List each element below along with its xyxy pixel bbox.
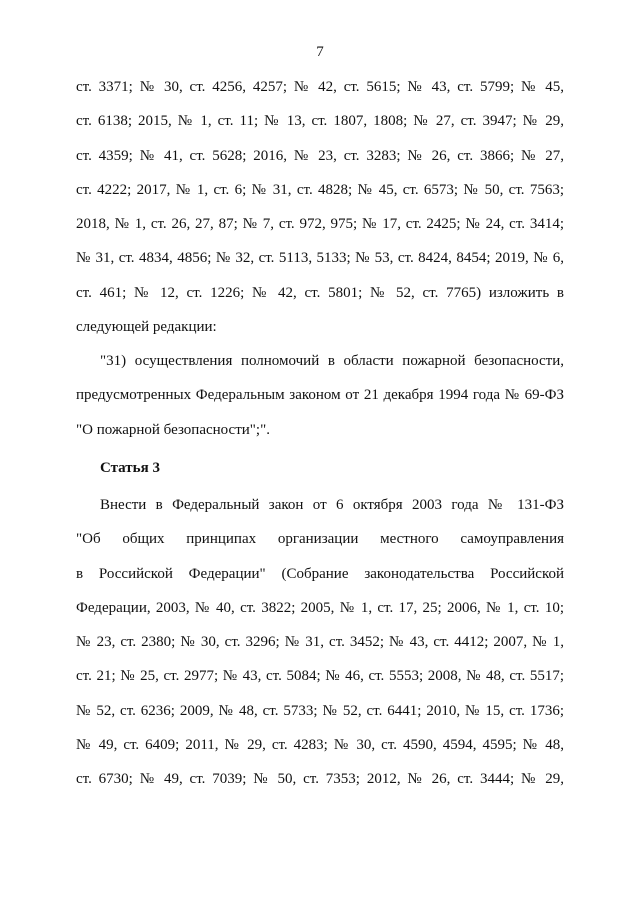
text-line: "О пожарной безопасности";". <box>76 421 270 438</box>
text-line: ст. 21; № 25, ст. 2977; № 43, ст. 5084; № 46, ст. 5553; 2008, № 48, ст. 5517; <box>76 668 564 685</box>
text-line: в Российской Федерации" (Собрание законодательства Российской <box>76 565 564 582</box>
text-line: ст. 4222; 2017, № 1, ст. 6; № 31, ст. 4828; № 45, ст. 6573; № 50, ст. 7563; <box>76 181 564 198</box>
amendment-paragraph <box>76 488 564 797</box>
text-line: "Об общих принципах организации местного самоуправления <box>76 531 564 548</box>
text-line: ст. 3371; № 30, ст. 4256, 4257; № 42, ст. 5615; № 43, ст. 5799; № 45, <box>76 79 564 95</box>
text-line: предусмотренных Федеральным законом от 21 декабря 1994 года № 69-ФЗ <box>76 387 564 404</box>
article-heading: Статья 3 <box>100 460 160 476</box>
text-line: № 31, ст. 4834, 4856; № 32, ст. 5113, 5133; № 53, ст. 8424, 8454; 2019, № 6, <box>76 250 564 267</box>
article-heading-block <box>76 451 564 485</box>
text-line: № 52, ст. 6236; 2009, № 48, ст. 5733; № 52, ст. 6441; 2010, № 15, ст. 1736; <box>76 702 564 719</box>
text-line: ст. 4359; № 41, ст. 5628; 2016, № 23, ст. 3283; № 26, ст. 3866; № 27, <box>76 147 564 164</box>
citation-paragraph <box>76 70 564 344</box>
text-line: ст. 461; № 12, ст. 1226; № 42, ст. 5801; № 52, ст. 7765) изложить в <box>76 284 564 301</box>
text-line: Федерации, 2003, № 40, ст. 3822; 2005, № 1, ст. 17, 25; 2006, № 1, ст. 10; <box>76 599 564 616</box>
text-line: Внести в Федеральный закон от 6 октября 2003 года № 131-ФЗ <box>100 497 564 513</box>
page-number: 7 <box>316 44 324 60</box>
text-line: ст. 6730; № 49, ст. 7039; № 50, ст. 7353; 2012, № 26, ст. 3444; № 29, <box>76 771 564 788</box>
text-line: следующей редакции: <box>76 319 217 336</box>
text-line: № 49, ст. 6409; 2011, № 29, ст. 4283; № 30, ст. 4590, 4594, 4595; № 48, <box>76 737 564 754</box>
quoted-wording-paragraph <box>76 344 564 447</box>
text-line: "31) осуществления полномочий в области пожарной безопасности, <box>100 353 564 369</box>
text-line: 2018, № 1, ст. 26, 27, 87; № 7, ст. 972, 975; № 17, ст. 2425; № 24, ст. 3414; <box>76 216 564 233</box>
text-line: № 23, ст. 2380; № 30, ст. 3296; № 31, ст. 3452; № 43, ст. 4412; 2007, № 1, <box>76 634 564 651</box>
text-line: ст. 6138; 2015, № 1, ст. 11; № 13, ст. 1807, 1808; № 27, ст. 3947; № 29, <box>76 113 564 130</box>
